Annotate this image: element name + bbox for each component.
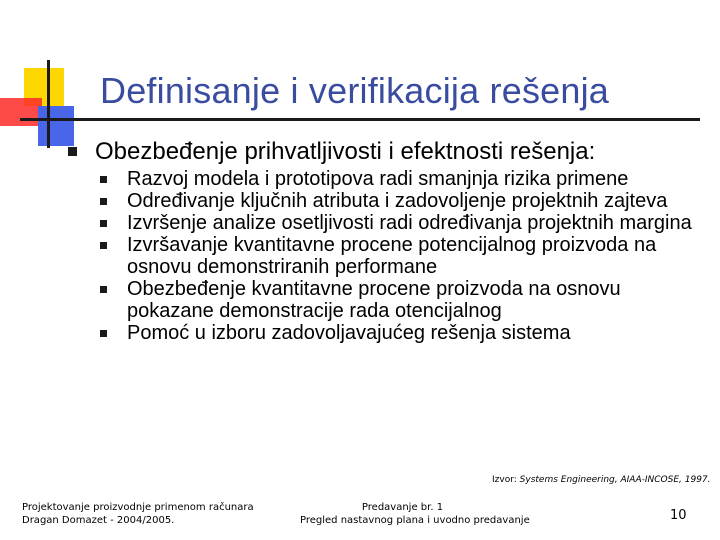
sub-bullet-item: [100, 234, 700, 278]
square-bullet-icon: [100, 330, 107, 337]
decoration-red-square: [0, 98, 42, 126]
footer-left: [22, 501, 254, 527]
sub-bullet-text: Obezbeđenje kvantitavne procene proizvoda na osnovu pokazane demonstracije rada otencijalnog: [127, 278, 621, 322]
sub-bullet-text: Izvršavanje kvantitavne procene potencijalnog proizvoda na osnovu demonstriranih performane: [127, 234, 657, 278]
square-bullet-icon: [100, 286, 107, 293]
decoration-blue-square: [38, 106, 74, 146]
sub-bullet-text: Određivanje ključnih atributa i zadovoljenje projektnih zajteva: [127, 190, 668, 212]
slide-title: Definisanje i verifikacija rešenja: [100, 70, 610, 111]
square-bullet-icon: [100, 220, 107, 227]
square-bullet-icon: [100, 242, 107, 249]
sub-bullet-item: [100, 322, 700, 344]
page-number: 10: [670, 508, 687, 523]
footer-author: Dragan Domazet - 2004/2005.: [22, 515, 175, 526]
source-citation: [492, 475, 711, 485]
square-bullet-icon: [100, 176, 107, 183]
sub-bullet-item: [100, 212, 700, 234]
sub-bullet-text: Razvoj modela i prototipova radi smanjnja rizika primene: [127, 168, 629, 190]
footer-course-title: Projektovanje proizvodnje primenom računara: [22, 502, 254, 513]
sub-bullet-item: [100, 278, 700, 322]
footer-lecture-title: Pregled nastavnog plana i uvodno predavanje: [300, 515, 530, 526]
sub-bullet-item: [100, 190, 700, 212]
square-bullet-icon: [68, 147, 77, 156]
title-divider-line: [20, 118, 700, 121]
square-bullet-icon: [100, 198, 107, 205]
source-prefix: Izvor:: [492, 475, 520, 485]
sub-bullet-list: [100, 168, 700, 344]
footer-lecture-number: Predavanje br. 1: [361, 502, 444, 513]
sub-bullet-text: Pomoć u izboru zadovoljavajućeg rešenja sistema: [127, 322, 571, 344]
footer-center: [300, 501, 530, 527]
main-bullet-text: Obezbeđenje prihvatljivosti i efektnosti rešenja:: [95, 138, 596, 165]
source-work: Systems Engineering, AIAA-INCOSE, 1997.: [519, 475, 711, 485]
decoration-vertical-line: [47, 60, 50, 148]
sub-bullet-text: Izvršenje analize osetljivosti radi određivanja projektnih margina: [127, 212, 692, 234]
sub-bullet-item: [100, 168, 700, 190]
